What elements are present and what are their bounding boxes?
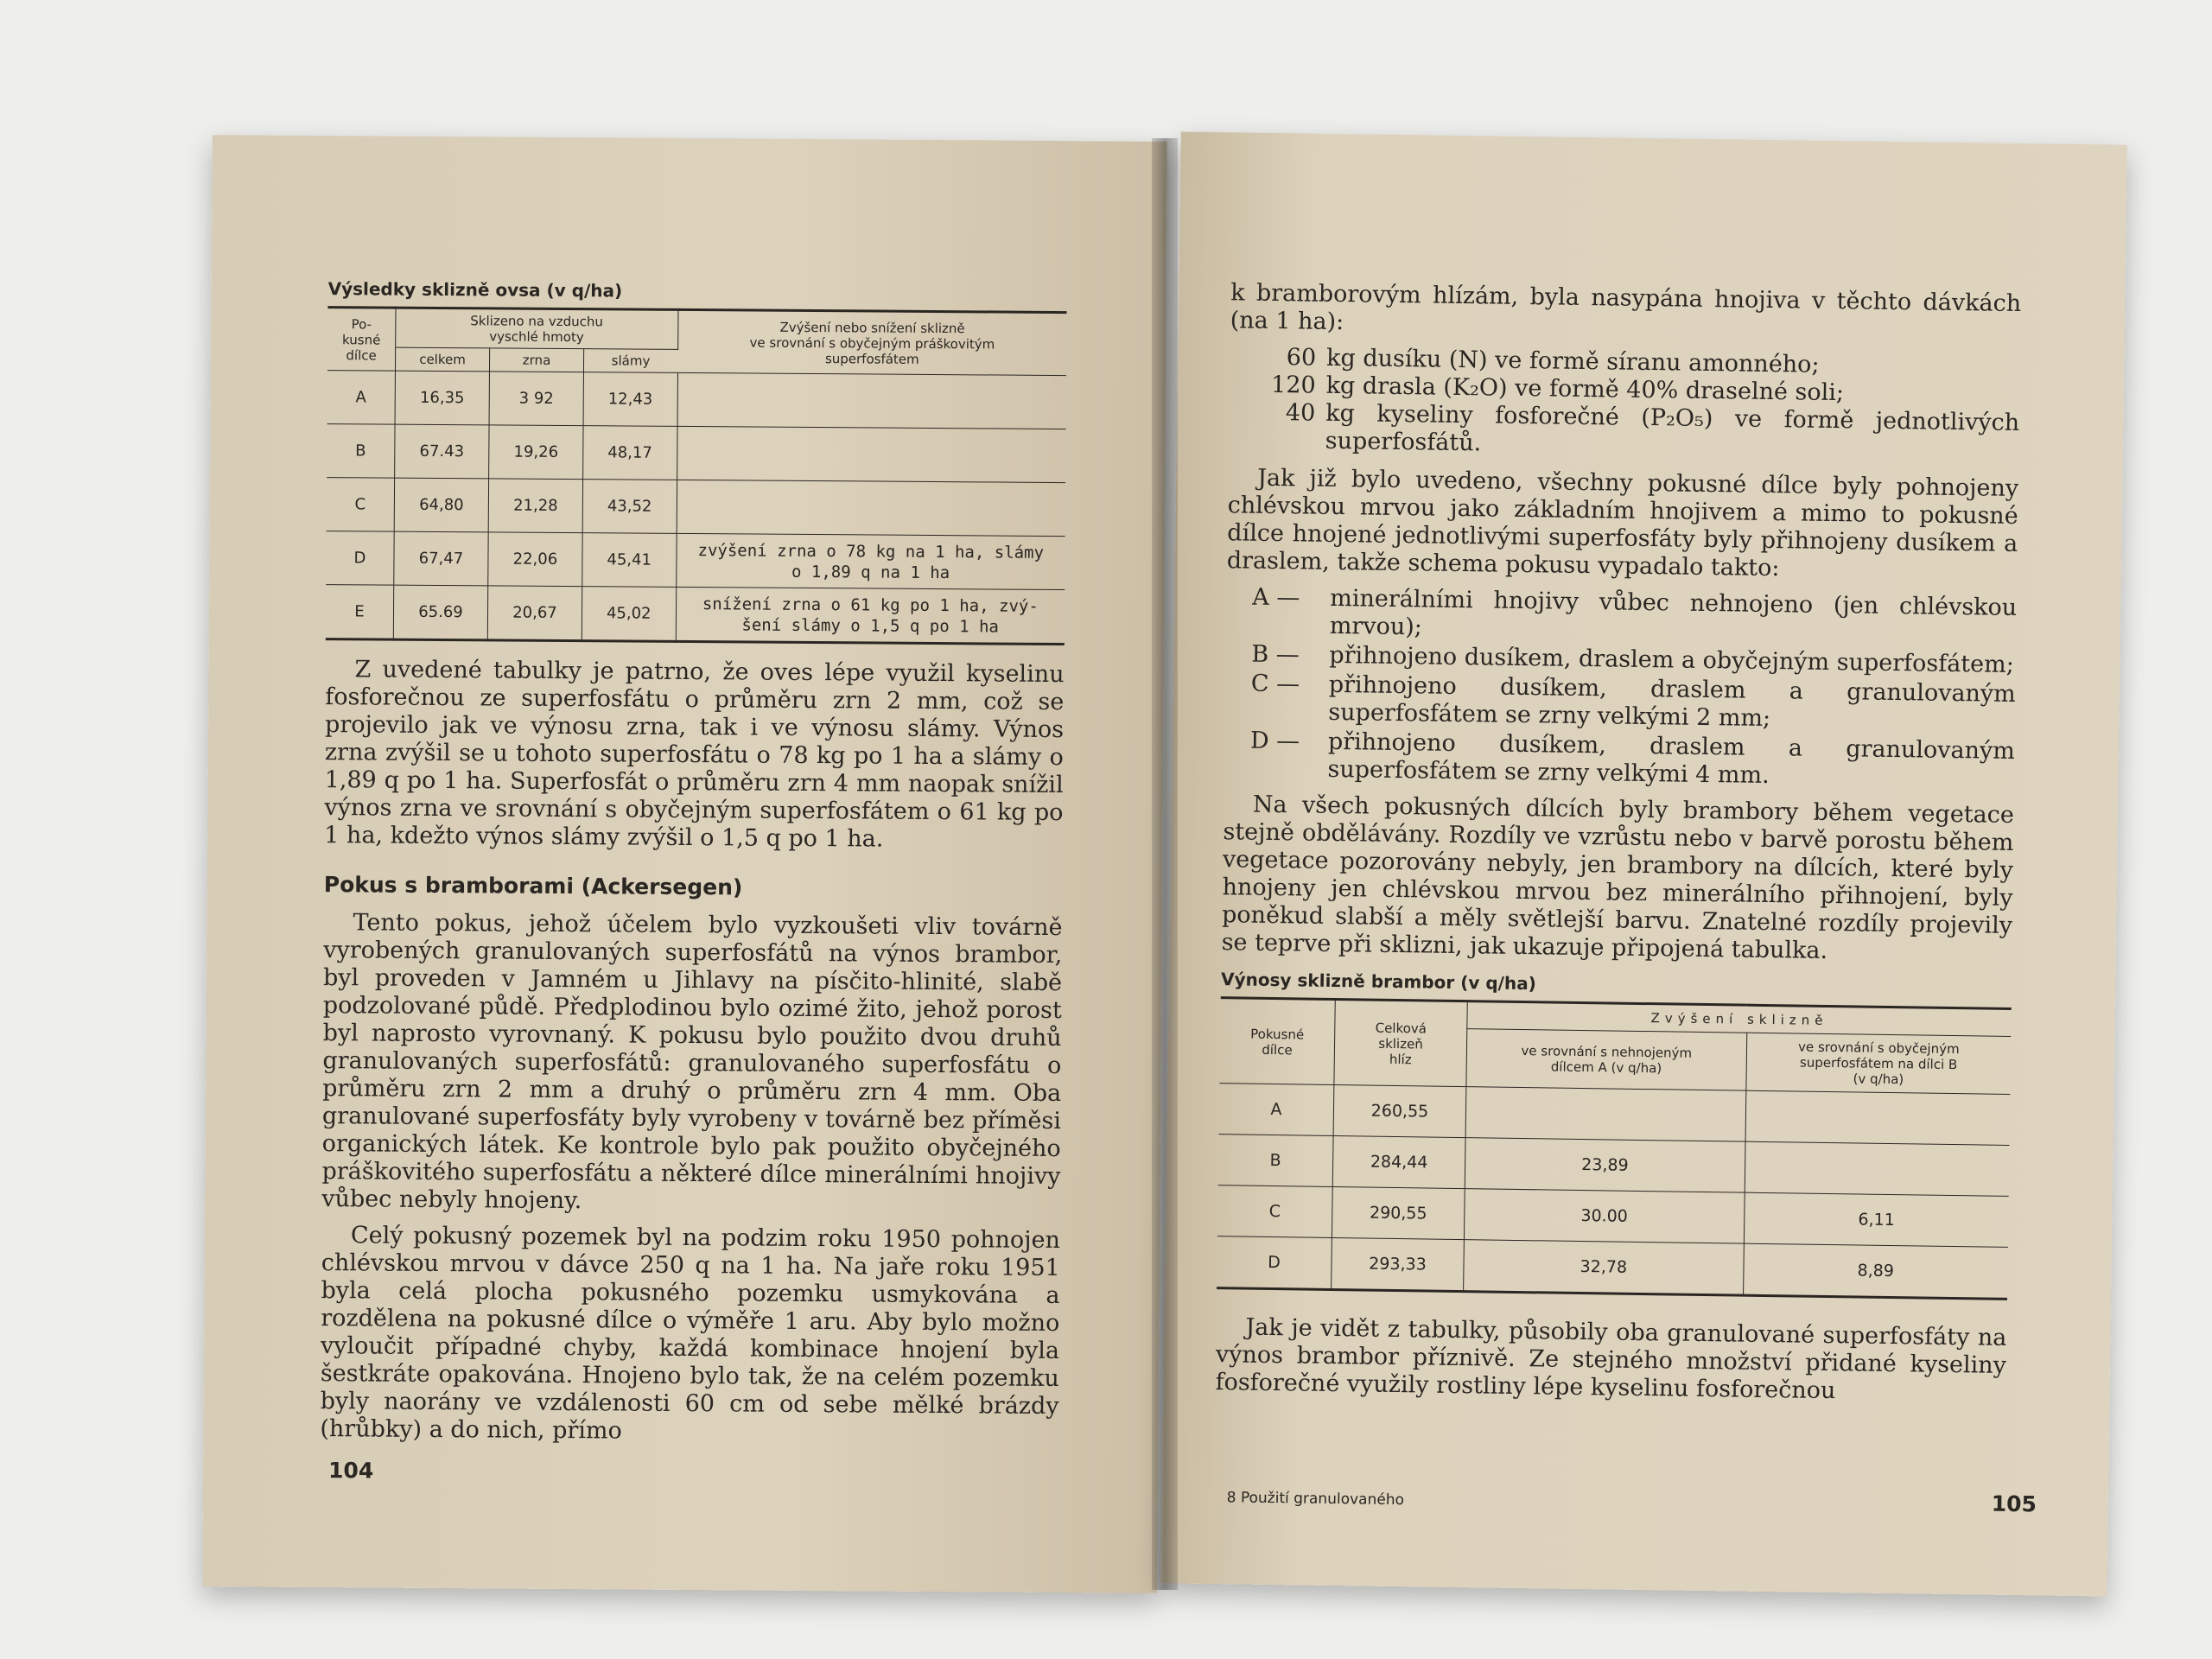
section-heading: Pokus s bramborami (Ackersegen) bbox=[323, 872, 743, 900]
col-straw: slámy bbox=[583, 349, 677, 373]
vs-b-cell bbox=[1745, 1090, 2011, 1145]
total-cell: 284,44 bbox=[1332, 1136, 1465, 1189]
dose-text: kg dusíku (N) ve formě síranu amonného; bbox=[1325, 344, 1820, 378]
total-cell: 16,35 bbox=[395, 371, 489, 425]
left-page bbox=[202, 135, 1167, 1593]
total-cell: 67.43 bbox=[395, 424, 489, 479]
col-total: celkem bbox=[395, 347, 489, 372]
straw-cell: 45,41 bbox=[582, 533, 677, 588]
plot-cell: B bbox=[1218, 1135, 1333, 1187]
signature-mark: 8 Použití granulovaného bbox=[1226, 1489, 1405, 1510]
option-label: B — bbox=[1251, 640, 1300, 669]
change-cell: snížení zrna o 61 kg po 1 ha, zvý- šení slámy o 1,5 q po 1 ha bbox=[676, 587, 1065, 644]
total-cell: 260,55 bbox=[1333, 1085, 1466, 1138]
change-cell: zvýšení zrna o 78 kg na 1 ha, slámy o 1,89 q na 1 ha bbox=[676, 533, 1065, 589]
option-text: přihnojeno dusíkem, draslem a granulovaným superfosfátem se zrny velkými 2 mm; bbox=[1328, 671, 2017, 733]
oat-table-title: Výsledky sklizně ovsa (v q/ha) bbox=[327, 278, 623, 302]
straw-cell: 48,17 bbox=[583, 426, 677, 480]
total-cell: 293,33 bbox=[1332, 1238, 1465, 1292]
dose-text: kg drasla (K₂O) ve formě 40% draselné soli; bbox=[1325, 372, 1845, 407]
option-label: C — bbox=[1250, 670, 1300, 698]
table-row bbox=[327, 424, 1065, 483]
col-vs-b: ve srovnání s obyčejným superfosfátem na dílci B (v q/ha) bbox=[1746, 1033, 2012, 1094]
table-row bbox=[1217, 1236, 2008, 1300]
page-number: 104 bbox=[327, 1458, 374, 1484]
straw-cell: 45,02 bbox=[582, 587, 676, 642]
col-harvest-group: Sklizeno na vzduchu vyschlé hmoty bbox=[396, 308, 678, 349]
dose-amount: 120 bbox=[1270, 371, 1316, 399]
table-row bbox=[327, 371, 1066, 429]
dose-list bbox=[1255, 344, 2021, 465]
plot-cell: C bbox=[1217, 1185, 1332, 1238]
list-item bbox=[1250, 671, 2016, 736]
paragraph: Na všech pokusných dílcích byly brambory během vegetace stejně obdělávány. Rozdíly ve vzrůstu nebo v barvě porostu během vegetace pozorovány nebyly, jen brambory na dílcích, které byly hnojeny jen chlévskou mrvou bez minerálního přihnojení, byly poněkud slabší a měly světlejší barvu. Znatelné rozdíly projevily se teprve při sklizni, jak ukazuje připojená tabulka. bbox=[1221, 791, 2015, 964]
option-text: minerálními hnojivy vůbec nehnojeno (jen chlévskou mrvou); bbox=[1329, 584, 2018, 641]
potato-yield-table bbox=[1217, 996, 2012, 1300]
col-plot: Po- kusné dílce bbox=[327, 308, 396, 372]
dose-amount: 40 bbox=[1285, 399, 1316, 427]
col-vs-a: ve srovnání s nehnojeným dílcem A (v q/ha) bbox=[1466, 1029, 1747, 1091]
plot-cell: D bbox=[1217, 1236, 1332, 1290]
col-grain: zrna bbox=[489, 348, 583, 372]
dose-text: kg kyseliny fosforečné (P₂O₅) ve formě jednotlivých superfosfátů. bbox=[1325, 399, 2020, 457]
option-label: A — bbox=[1252, 583, 1300, 612]
col-total: Celková sklizeň hlíz bbox=[1334, 1000, 1467, 1087]
grain-cell: 3 92 bbox=[489, 372, 583, 426]
open-book bbox=[199, 138, 2126, 1590]
col-plot: Pokusné dílce bbox=[1219, 998, 1335, 1085]
vs-b-cell bbox=[1745, 1141, 2010, 1196]
table-row bbox=[326, 531, 1065, 590]
plot-cell: C bbox=[327, 478, 395, 532]
plot-cell: D bbox=[326, 531, 394, 586]
total-cell: 65.69 bbox=[393, 585, 487, 640]
oat-harvest-table bbox=[326, 306, 1067, 645]
grain-cell: 22,06 bbox=[488, 532, 582, 587]
scheme-list bbox=[1249, 584, 2017, 793]
list-item bbox=[1252, 584, 2018, 650]
potato-table-title: Výnosy sklizně brambor (v q/ha) bbox=[1220, 969, 1536, 995]
vs-b-cell: 8,89 bbox=[1743, 1243, 2008, 1299]
total-cell: 290,55 bbox=[1332, 1187, 1465, 1240]
list-item bbox=[1255, 399, 2020, 465]
col-increase: Zvýšení sklizně bbox=[1467, 1001, 2012, 1037]
option-text: přihnojeno dusíkem, draslem a granulovaným superfosfátem se zrny velkými 4 mm. bbox=[1327, 728, 2016, 790]
paragraph: Celý pokusný pozemek byl na podzim roku 1950 pohnojen chlévskou mrvou v dávce 250 q na 1 ha. Na jaře roku 1951 byla celá plocha pokusného pozemku usmykována a rozdělena na pokusné dílce o výměře 1 aru. Aby bylo možno vyloučit případné chyby, každá kombinace hnojení byla šestkráte opakována. Hnojeno bylo tak, že na celém pozemku byly naorány ve vzdálenosti 60 cm od sebe mělké brázdy (hrůbky) a do nich, přímo bbox=[320, 1222, 1061, 1445]
vs-b-cell: 6,11 bbox=[1744, 1192, 2009, 1247]
plot-cell: E bbox=[326, 585, 394, 640]
paragraph: Z uvedené tabulky je patrno, že oves lépe využil kyselinu fosforečnou ze superfosfátu o průměru zrn 2 mm, což se projevilo jak ve výnosu zrna, tak i ve výnosu slámy. Výnos zrna zvýšil se u tohoto superfosfátu o 78 kg po 1 ha a slámy o 1,89 q po 1 ha. Superfosfát o průměru zrn 4 mm naopak snížil výnos zrna ve srovnání s obyčejným superfosfátem o 61 kg po 1 ha, kdežto výnos slámy zvýšil o 1,5 q po 1 ha. bbox=[324, 656, 1065, 853]
list-item bbox=[1249, 728, 2015, 793]
vs-a-cell: 30.00 bbox=[1464, 1189, 1744, 1244]
paragraph: Jak je vidět z tabulky, působily oba granulované superfosfáty na výnos brambor příznivě. Ze stejného množství přidané kyseliny fosforečné využily rostliny lépe kyselinu fosforečnou bbox=[1215, 1313, 2007, 1405]
vs-a-cell: 23,89 bbox=[1465, 1138, 1745, 1193]
dose-amount: 60 bbox=[1286, 344, 1317, 372]
paragraph: Tento pokus, jehož účelem bylo vyzkoušeti vliv továrně vyrobených granulovaných superfosfátů na výnos brambor, byl proveden v Jamném u Jihlavy na písčito-hlinité, slabě podzolované půdě. Předplodinou bylo ozimé žito, jehož porost byl naprosto vyrovnaný. K pokusu bylo použito dvou druhů granulovaných superfosfátů: granulovaného superfosfátu o průměru zrn 2 mm a druhý o průměru zrn 4 mm. Oba granulované superfosfáty byly vyrobeny v továrně bez příměsi organických látek. Ke kontrole bylo pak použito obyčejného práškovitého superfosfátu a některé dílce minerálními hnojivy vůbec nebyly hnojeny. bbox=[321, 909, 1063, 1215]
total-cell: 64,80 bbox=[394, 478, 488, 532]
grain-cell: 19,26 bbox=[489, 425, 583, 480]
total-cell: 67,47 bbox=[394, 531, 488, 586]
plot-cell: A bbox=[327, 371, 396, 425]
plot-cell: B bbox=[327, 424, 395, 479]
col-change: Zvýšení nebo snížení sklizně ve srovnání s obyčejným práškovitým superfosfátem bbox=[677, 309, 1066, 375]
paragraph: k bramborovým hlízám, byla nasypána hnojiva v těchto dávkách (na 1 ha): bbox=[1230, 279, 2022, 336]
grain-cell: 20,67 bbox=[487, 586, 582, 641]
grain-cell: 21,28 bbox=[488, 479, 582, 533]
change-cell bbox=[677, 426, 1065, 482]
page-number: 105 bbox=[1991, 1491, 2037, 1517]
change-cell bbox=[677, 480, 1065, 536]
table-row bbox=[327, 478, 1065, 537]
book-gutter bbox=[1152, 138, 1178, 1590]
vs-a-cell bbox=[1465, 1087, 1745, 1142]
option-label: D — bbox=[1249, 727, 1300, 755]
plot-cell: A bbox=[1219, 1084, 1334, 1136]
vs-a-cell: 32,78 bbox=[1464, 1240, 1744, 1296]
paragraph: Jak již bylo uvedeno, všechny pokusné dílce byly pohnojeny chlévskou mrvou jako základním hnojivem a mimo to pokusné dílce hnojené jednotlivými superfosfáty byly přihnojeny dusíkem a draslem, takže schema pokusu vypadalo takto: bbox=[1226, 464, 2019, 582]
straw-cell: 12,43 bbox=[583, 372, 677, 427]
straw-cell: 43,52 bbox=[582, 480, 677, 534]
table-row bbox=[326, 585, 1065, 645]
change-cell bbox=[677, 372, 1066, 429]
right-page bbox=[1160, 131, 2126, 1596]
option-text: přihnojeno dusíkem, draslem a obyčejným superfosfátem; bbox=[1329, 641, 2015, 678]
